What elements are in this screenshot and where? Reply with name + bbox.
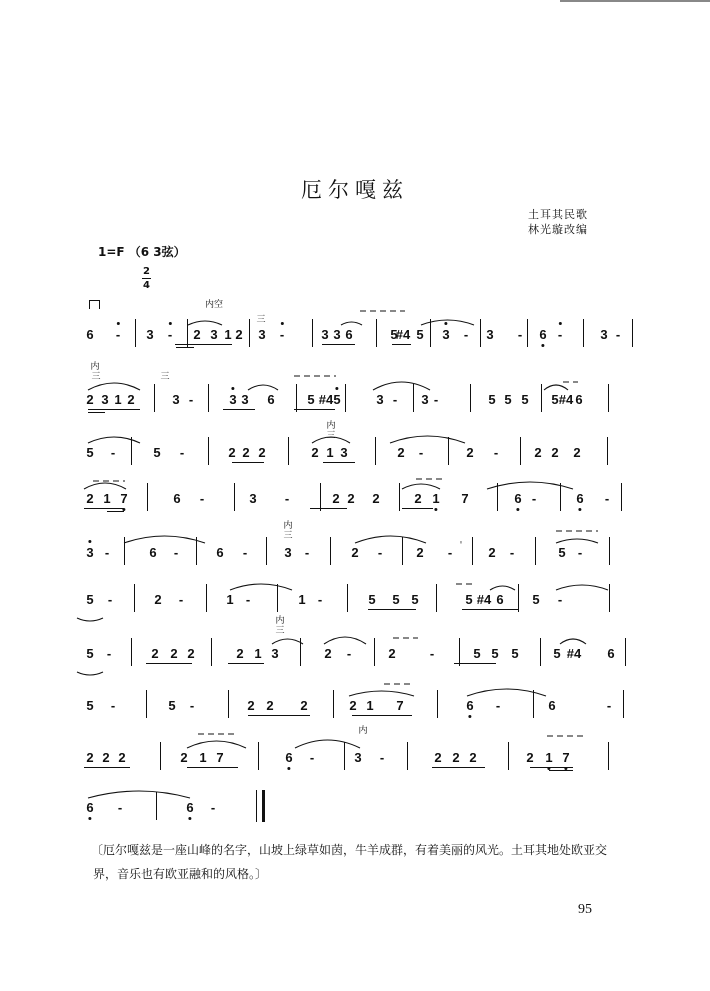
note-1: 1 — [254, 646, 262, 661]
note-6: 6 — [607, 646, 615, 661]
fingering-mark: 内 — [275, 616, 285, 626]
dash-note: - — [304, 545, 310, 560]
note-1: 1 — [226, 592, 234, 607]
note-2: 2 — [332, 491, 340, 506]
note-5: 5 — [551, 392, 559, 407]
note-3: 3 — [249, 491, 257, 506]
slur-arc — [124, 536, 205, 543]
dash-note: - — [418, 445, 424, 460]
dash-note: - — [189, 698, 195, 713]
note-2: 2 — [86, 491, 94, 506]
slur-arc — [341, 322, 362, 325]
note-5: 5 — [368, 592, 376, 607]
note-5: 5 — [473, 646, 481, 661]
slur-arc — [560, 639, 586, 644]
score-line-1 — [0, 300, 710, 377]
note-3: 3 — [333, 327, 341, 342]
note-2: 2 — [466, 445, 474, 460]
note-2: 2 — [235, 327, 243, 342]
fingering-mark: 内 — [90, 362, 100, 372]
note-2: 2 — [349, 698, 357, 713]
note-1: 1 — [432, 491, 440, 506]
slur-arc — [295, 740, 360, 748]
slur-arc — [187, 741, 246, 748]
slur-arc — [77, 618, 103, 621]
dash-note: - — [279, 327, 285, 342]
dash-note: - — [346, 646, 352, 661]
note-6: 6 — [86, 800, 94, 815]
note-2: 2 — [534, 445, 542, 460]
song-note: 〔厄尔嘎兹是一座山峰的名字，山坡上绿草如茵，牛羊成群，有着美丽的风光。土耳其地处欧亚交界，音乐也有欧亚融和的风格。〕 — [91, 843, 608, 881]
note-3: 3 — [172, 392, 180, 407]
note-5: 5 — [86, 445, 94, 460]
fingering-mark: 三 — [283, 531, 293, 541]
note-5: 5 — [153, 445, 161, 460]
dash-note: - — [447, 545, 453, 560]
slur-arc — [88, 437, 140, 443]
note-2: 2 — [372, 491, 380, 506]
dash-note: - — [110, 698, 116, 713]
note-7: 7 — [216, 750, 224, 765]
note-5: 5 — [390, 327, 398, 342]
fingering-mark: 内 — [326, 421, 336, 431]
note-6: 6 — [345, 327, 353, 342]
note-3: 3 — [258, 327, 266, 342]
note-3: 3 — [354, 750, 362, 765]
note-2: 2 — [187, 646, 195, 661]
note-6: 6 — [86, 327, 94, 342]
note-1: 1 — [545, 750, 553, 765]
slur-arc — [467, 689, 546, 696]
dash-note: - — [517, 327, 523, 342]
note-7: 7 — [562, 750, 570, 765]
note-5: 5 — [511, 646, 519, 661]
note-1: 1 — [199, 750, 207, 765]
note-7: 7 — [396, 698, 404, 713]
note-3: 3 — [101, 392, 109, 407]
note-2: 2 — [193, 327, 201, 342]
note-5: 5 — [86, 646, 94, 661]
note-3: 3 — [321, 327, 329, 342]
dash-note: - — [509, 545, 515, 560]
fingering-mark: 三 — [256, 315, 266, 325]
note-5: 5 — [416, 327, 424, 342]
note-6: 6 — [539, 327, 547, 342]
slur-layer — [0, 307, 710, 377]
slur-arc — [373, 382, 430, 390]
note-6: 6 — [173, 491, 181, 506]
note-2: 2 — [86, 392, 94, 407]
note-2: 2 — [388, 646, 396, 661]
dash-note: - — [531, 491, 537, 506]
fingering-mark: 三 — [275, 626, 285, 636]
dash-note: - — [199, 491, 205, 506]
note-5: 5 — [168, 698, 176, 713]
note-5: 5 — [491, 646, 499, 661]
fingering-mark: 三 — [326, 431, 336, 441]
dash-note: - — [115, 327, 121, 342]
slur-arc — [230, 584, 292, 590]
note-1: 1 — [224, 327, 232, 342]
note-5: 5 — [307, 392, 315, 407]
note-7: 7 — [120, 491, 128, 506]
note-6: 6 — [496, 592, 504, 607]
dash-note: - — [179, 445, 185, 460]
note-2: 2 — [258, 445, 266, 460]
note-2: 2 — [488, 545, 496, 560]
dash-note: - — [173, 545, 179, 560]
note-2: 2 — [151, 646, 159, 661]
dash-note: - — [117, 800, 123, 815]
note-6: 6 — [285, 750, 293, 765]
note-6: 6 — [514, 491, 522, 506]
fingering-mark: 内空 — [204, 300, 224, 310]
note-1: 1 — [103, 491, 111, 506]
note-5: 5 — [488, 392, 496, 407]
dash-note: - — [429, 646, 435, 661]
slur-arc — [77, 672, 103, 675]
note-5: 5 — [558, 545, 566, 560]
slur-arc — [556, 539, 598, 543]
note-2: 2 — [469, 750, 477, 765]
note-sharp-4: #4 — [476, 592, 492, 607]
slur-arc — [84, 483, 126, 489]
note-2: 2 — [414, 491, 422, 506]
note-5: 5 — [553, 646, 561, 661]
dash-note: - — [284, 491, 290, 506]
dash-note: - — [606, 698, 612, 713]
note-5: 5 — [504, 392, 512, 407]
top-edge-line — [560, 0, 710, 2]
note-sharp-4: #4 — [318, 392, 334, 407]
slur-arc — [487, 482, 573, 489]
dash-note: - — [245, 592, 251, 607]
dash-note: - — [377, 545, 383, 560]
dash-note: - — [577, 545, 583, 560]
time-signature — [142, 266, 151, 291]
note-5: 5 — [86, 592, 94, 607]
note-3: 3 — [486, 327, 494, 342]
note-2: 2 — [416, 545, 424, 560]
note-1: 1 — [298, 592, 306, 607]
credit-arranger: 林光璇改编 — [528, 223, 588, 236]
dash-note: - — [167, 327, 173, 342]
note-2: 2 — [300, 698, 308, 713]
slur-arc — [490, 586, 515, 590]
note-2: 2 — [247, 698, 255, 713]
dash-note: - — [317, 592, 323, 607]
fingering-mark: ' — [459, 541, 463, 551]
time-denominator: 4 — [143, 280, 150, 291]
slur-arc — [402, 484, 440, 489]
note-1: 1 — [114, 392, 122, 407]
note-7: 7 — [461, 491, 469, 506]
note-sharp-4: #4 — [558, 392, 574, 407]
note-2: 2 — [551, 445, 559, 460]
note-1: 1 — [366, 698, 374, 713]
note-5: 5 — [532, 592, 540, 607]
page-number: 95 — [578, 902, 592, 917]
note-6: 6 — [186, 800, 194, 815]
slur-arc — [272, 639, 303, 644]
dash-note: - — [106, 646, 112, 661]
note-2: 2 — [324, 646, 332, 661]
note-2: 2 — [526, 750, 534, 765]
slur-arc — [544, 385, 568, 390]
dash-note: - — [107, 592, 113, 607]
note-5: 5 — [333, 392, 341, 407]
dash-note: - — [309, 750, 315, 765]
note-1: 1 — [326, 445, 334, 460]
slur-arc — [188, 321, 222, 325]
note-2: 2 — [102, 750, 110, 765]
note-3: 3 — [340, 445, 348, 460]
note-2: 2 — [573, 445, 581, 460]
note-2: 2 — [266, 698, 274, 713]
note-3: 3 — [376, 392, 384, 407]
dash-note: - — [557, 327, 563, 342]
song-title: 厄尔嘎兹 — [301, 178, 409, 202]
slur-arc — [349, 691, 414, 696]
note-3: 3 — [600, 327, 608, 342]
slur-arc — [421, 320, 474, 325]
note-2: 2 — [397, 445, 405, 460]
note-3: 3 — [271, 646, 279, 661]
dash-note: - — [110, 445, 116, 460]
note-2: 2 — [170, 646, 178, 661]
note-6: 6 — [548, 698, 556, 713]
note-sharp-4: #4 — [395, 327, 411, 342]
note-2: 2 — [452, 750, 460, 765]
dash-note: - — [392, 392, 398, 407]
dash-note: - — [242, 545, 248, 560]
slur-arc — [248, 385, 278, 390]
dash-note: - — [604, 491, 610, 506]
note-2: 2 — [127, 392, 135, 407]
note-2: 2 — [86, 750, 94, 765]
note-6: 6 — [216, 545, 224, 560]
note-2: 2 — [347, 491, 355, 506]
note-5: 5 — [411, 592, 419, 607]
note-6: 6 — [576, 491, 584, 506]
slur-arc — [324, 637, 366, 644]
note-6: 6 — [466, 698, 474, 713]
note-6: 6 — [575, 392, 583, 407]
note-3: 3 — [421, 392, 429, 407]
note-2: 2 — [236, 646, 244, 661]
dash-note: - — [495, 698, 501, 713]
note-5: 5 — [521, 392, 529, 407]
dash-note: - — [615, 327, 621, 342]
note-5: 5 — [392, 592, 400, 607]
dash-note: - — [493, 445, 499, 460]
slur-arc — [88, 791, 190, 798]
fingering-mark: 内 — [358, 726, 368, 736]
note-2: 2 — [242, 445, 250, 460]
note-2: 2 — [154, 592, 162, 607]
note-5: 5 — [465, 592, 473, 607]
note-sharp-4: #4 — [566, 646, 582, 661]
dash-note: - — [433, 392, 439, 407]
fingering-mark: 内 — [283, 521, 293, 531]
note-3: 3 — [442, 327, 450, 342]
note-3: 3 — [86, 545, 94, 560]
dash-note: - — [104, 545, 110, 560]
note-3: 3 — [146, 327, 154, 342]
note-3: 3 — [284, 545, 292, 560]
note-3: 3 — [210, 327, 218, 342]
note-6: 6 — [267, 392, 275, 407]
note-2: 2 — [351, 545, 359, 560]
slur-arc — [556, 585, 608, 590]
note-3: 3 — [241, 392, 249, 407]
dash-note: - — [379, 750, 385, 765]
note-3: 3 — [229, 392, 237, 407]
slur-arc — [355, 536, 426, 543]
note-2: 2 — [180, 750, 188, 765]
key-signature: 1=F （6 3弦） — [98, 245, 186, 259]
note-5: 5 — [86, 698, 94, 713]
time-numerator: 2 — [143, 266, 150, 277]
note-2: 2 — [434, 750, 442, 765]
dash-note: - — [178, 592, 184, 607]
credit-origin: 土耳其民歌 — [528, 208, 588, 221]
note-2: 2 — [118, 750, 126, 765]
dash-note: - — [557, 592, 563, 607]
slur-arc — [390, 436, 465, 443]
note-6: 6 — [149, 545, 157, 560]
dash-note: - — [188, 392, 194, 407]
dash-note: - — [210, 800, 216, 815]
fingering-mark: 三 — [160, 372, 170, 382]
note-2: 2 — [311, 445, 319, 460]
note-2: 2 — [228, 445, 236, 460]
slur-arc — [88, 383, 140, 390]
dash-note: - — [463, 327, 469, 342]
fingering-mark: 三 — [91, 372, 101, 382]
